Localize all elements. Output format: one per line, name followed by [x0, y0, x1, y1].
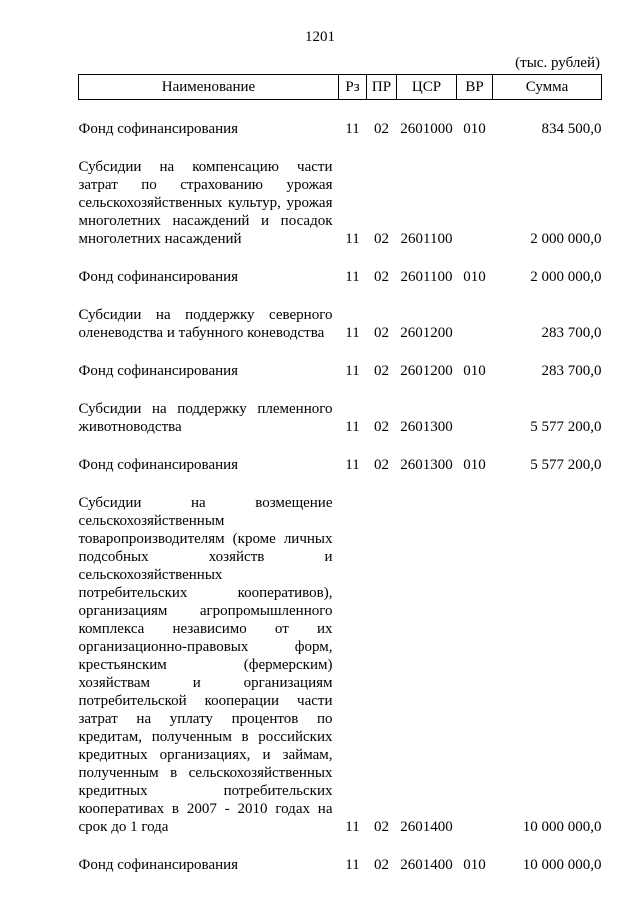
row-vr [457, 286, 493, 342]
row-pr: 02 [374, 457, 389, 473]
table-row [79, 342, 602, 380]
table-row [79, 248, 602, 286]
row-summa: 5 577 200,0 [530, 457, 602, 473]
budget-table [78, 74, 602, 874]
page-number: 1201 [305, 29, 335, 45]
row-rz: 11 [345, 231, 360, 247]
row-pr: 02 [374, 269, 389, 285]
row-vr: 010 [463, 457, 486, 473]
row-csr: 2601000 [400, 121, 453, 137]
row-pr: 02 [374, 857, 389, 873]
table-row [79, 836, 602, 874]
row-rz: 11 [345, 121, 360, 137]
row-rz: 11 [345, 325, 360, 341]
row-summa: 10 000 000,0 [522, 857, 602, 873]
row-rz: 11 [345, 269, 360, 285]
table-row [79, 436, 602, 474]
row-rz: 11 [345, 857, 360, 873]
table-body [79, 100, 602, 875]
table-row [79, 138, 602, 248]
row-csr: 2601200 [400, 325, 453, 341]
header-vr: ВР [457, 75, 493, 100]
row-csr: 2601400 [400, 819, 453, 835]
table-row [79, 286, 602, 342]
row-summa: 10 000 000,0 [522, 819, 602, 835]
row-vr: 010 [463, 121, 486, 137]
header-csr: ЦСР [397, 75, 457, 100]
row-summa: 283 700,0 [541, 325, 602, 341]
units-note: (тыс. рублей) [515, 55, 600, 71]
row-name: Фонд софинансирования [78, 457, 239, 473]
row-summa: 834 500,0 [541, 121, 602, 137]
header-name: Наименование [79, 75, 339, 100]
row-vr [457, 380, 493, 436]
row-rz: 11 [345, 419, 360, 435]
row-csr: 2601100 [400, 231, 453, 247]
row-name: Фонд софинансирования [78, 121, 239, 137]
row-name: Субсидии на возмещение сельскохозяйственным товаропроизводителям (кроме личных подсобных хозяйств и сельскохозяйственных потребительских кооперативов), организациям агропромышленного комплекса независимо от их организационно-правовых форм, крестьянским (фермерским) хозяйствам и организациям потребительской кооперации части затрат на уплату процентов по кредитам, полученным в российских кредитных организациях, и займам, полученным в сельскохозяйственных кредитных потребительских кооперативах в 2007 - 2010 годах на срок до 1 года [78, 495, 333, 835]
row-rz: 11 [345, 457, 360, 473]
row-pr: 02 [374, 363, 389, 379]
header-summa: Сумма [493, 75, 602, 100]
table-row [79, 100, 602, 139]
row-summa: 2 000 000,0 [530, 269, 602, 285]
row-csr: 2601300 [400, 419, 453, 435]
row-pr: 02 [374, 231, 389, 247]
row-name: Субсидии на поддержку племенного животноводства [78, 401, 333, 435]
row-vr: 010 [463, 363, 486, 379]
row-summa: 2 000 000,0 [530, 231, 602, 247]
row-vr: 010 [463, 857, 486, 873]
row-name: Субсидии на поддержку северного оленеводства и табунного коневодства [78, 307, 333, 341]
table-row [79, 474, 602, 836]
row-summa: 283 700,0 [541, 363, 602, 379]
row-pr: 02 [374, 419, 389, 435]
header-pr: ПР [367, 75, 397, 100]
row-name: Фонд софинансирования [78, 269, 239, 285]
header-rz: Рз [339, 75, 367, 100]
row-name: Фонд софинансирования [78, 363, 239, 379]
row-pr: 02 [374, 819, 389, 835]
row-csr: 2601400 [400, 857, 453, 873]
row-name: Фонд софинансирования [78, 857, 239, 873]
row-vr: 010 [463, 269, 486, 285]
row-csr: 2601300 [400, 457, 453, 473]
row-summa: 5 577 200,0 [530, 419, 602, 435]
row-rz: 11 [345, 819, 360, 835]
row-pr: 02 [374, 121, 389, 137]
row-pr: 02 [374, 325, 389, 341]
row-name: Субсидии на компенсацию части затрат по страхованию урожая сельскохозяйственных культур, урожая многолетних насаждений и посадок многолетних насаждений [78, 159, 333, 247]
table-row [79, 380, 602, 436]
table-header-row [79, 75, 602, 100]
row-vr [457, 138, 493, 248]
row-csr: 2601100 [400, 269, 453, 285]
row-rz: 11 [345, 363, 360, 379]
row-csr: 2601200 [400, 363, 453, 379]
row-vr [457, 474, 493, 836]
